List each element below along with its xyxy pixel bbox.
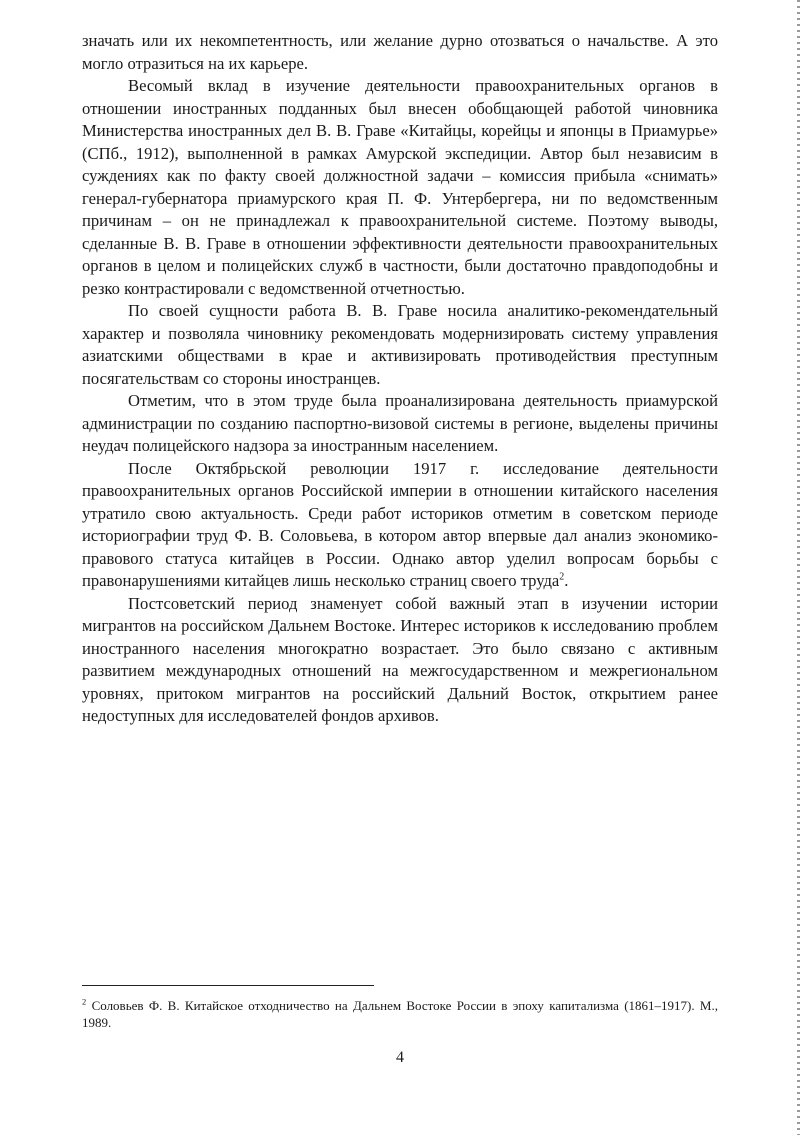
paragraph-tail: .: [564, 571, 569, 590]
paragraph-text: После Октябрьской революции 1917 г. исследование деятельности правоохранительных органов Российской империи в отношении китайского населения утратило свою актуальность. Среди работ историков отметим в советском периоде историографии труд Ф. В. Соловьева, в котором автор впервые дал анализ экономико-правового статуса китайцев в России. Однако автор уделил вопросам борьбы с правонарушениями китайцев лишь несколько страниц своего труда: [82, 458, 718, 590]
footnote-reference[interactable]: 2: [559, 571, 565, 583]
paragraph: Постсоветский период знаменует собой важный этап в изучении истории мигрантов на российском Дальнем Востоке. Интерес историков к исследованию проблем иностранного населения многократно возрастает. Это было связано с активным развитием международных отношений на межгосударственном и межрегиональном уровнях, притоком мигрантов на российский Дальний Восток, открытием ранее недоступных для исследователей фондов архивов.: [82, 593, 718, 725]
paragraph-with-footnote-ref: [82, 458, 718, 593]
paragraph: Отметим, что в этом труде была проанализирована деятельность приамурской администрации по созданию паспортно-визовой системы в регионе, выделены причины неудач полицейского надзора за иностранным населением.: [82, 391, 718, 455]
footnote-text: Соловьев Ф. В. Китайское отходничество на Дальнем Востоке России в эпоху капитализма (1861–1917). М., 1989.: [82, 998, 718, 1030]
paragraph: значать или их некомпетентность, или желание дурно отозваться о начальстве. А это могло отразиться на их карьере.: [82, 31, 718, 73]
footnote: [82, 997, 718, 1031]
paragraph: По своей сущности работа В. В. Граве носила аналитико-рекомендательный характер и позволяла чиновнику рекомендовать модернизировать систему управления азиатскими обществами в крае и активизировать противодействия преступным посягательствам со стороны иностранцев.: [82, 301, 718, 388]
footnote-separator: [82, 985, 374, 986]
page-number: 4: [396, 1049, 404, 1066]
footnote-marker: 2: [82, 996, 87, 1007]
paragraph: Весомый вклад в изучение деятельности правоохранительных органов в отношении иностранных подданных был внесен обобщающей работой чиновника Министерства иностранных дел В. В. Граве «Китайцы, корейцы и японцы в Приамурье» (СПб., 1912), выполненной в рамках Амурской экспедиции. Автор был независим в суждениях как по факту своей должностной задачи – комиссия прибыла «снимать» генерал-губернатора приамурского края П. Ф. Унтербергера, ни по ведомственным причинам – он не принадлежал к правоохранительной системе. Поэтому выводы, сделанные В. В. Граве в отношении эффективности деятельности правоохранительных органов в целом и полицейских служб в частности, были достаточно правдоподобны и резко контрастировали с ведомственной отчетностью.: [82, 76, 718, 298]
body-text: [82, 30, 718, 728]
